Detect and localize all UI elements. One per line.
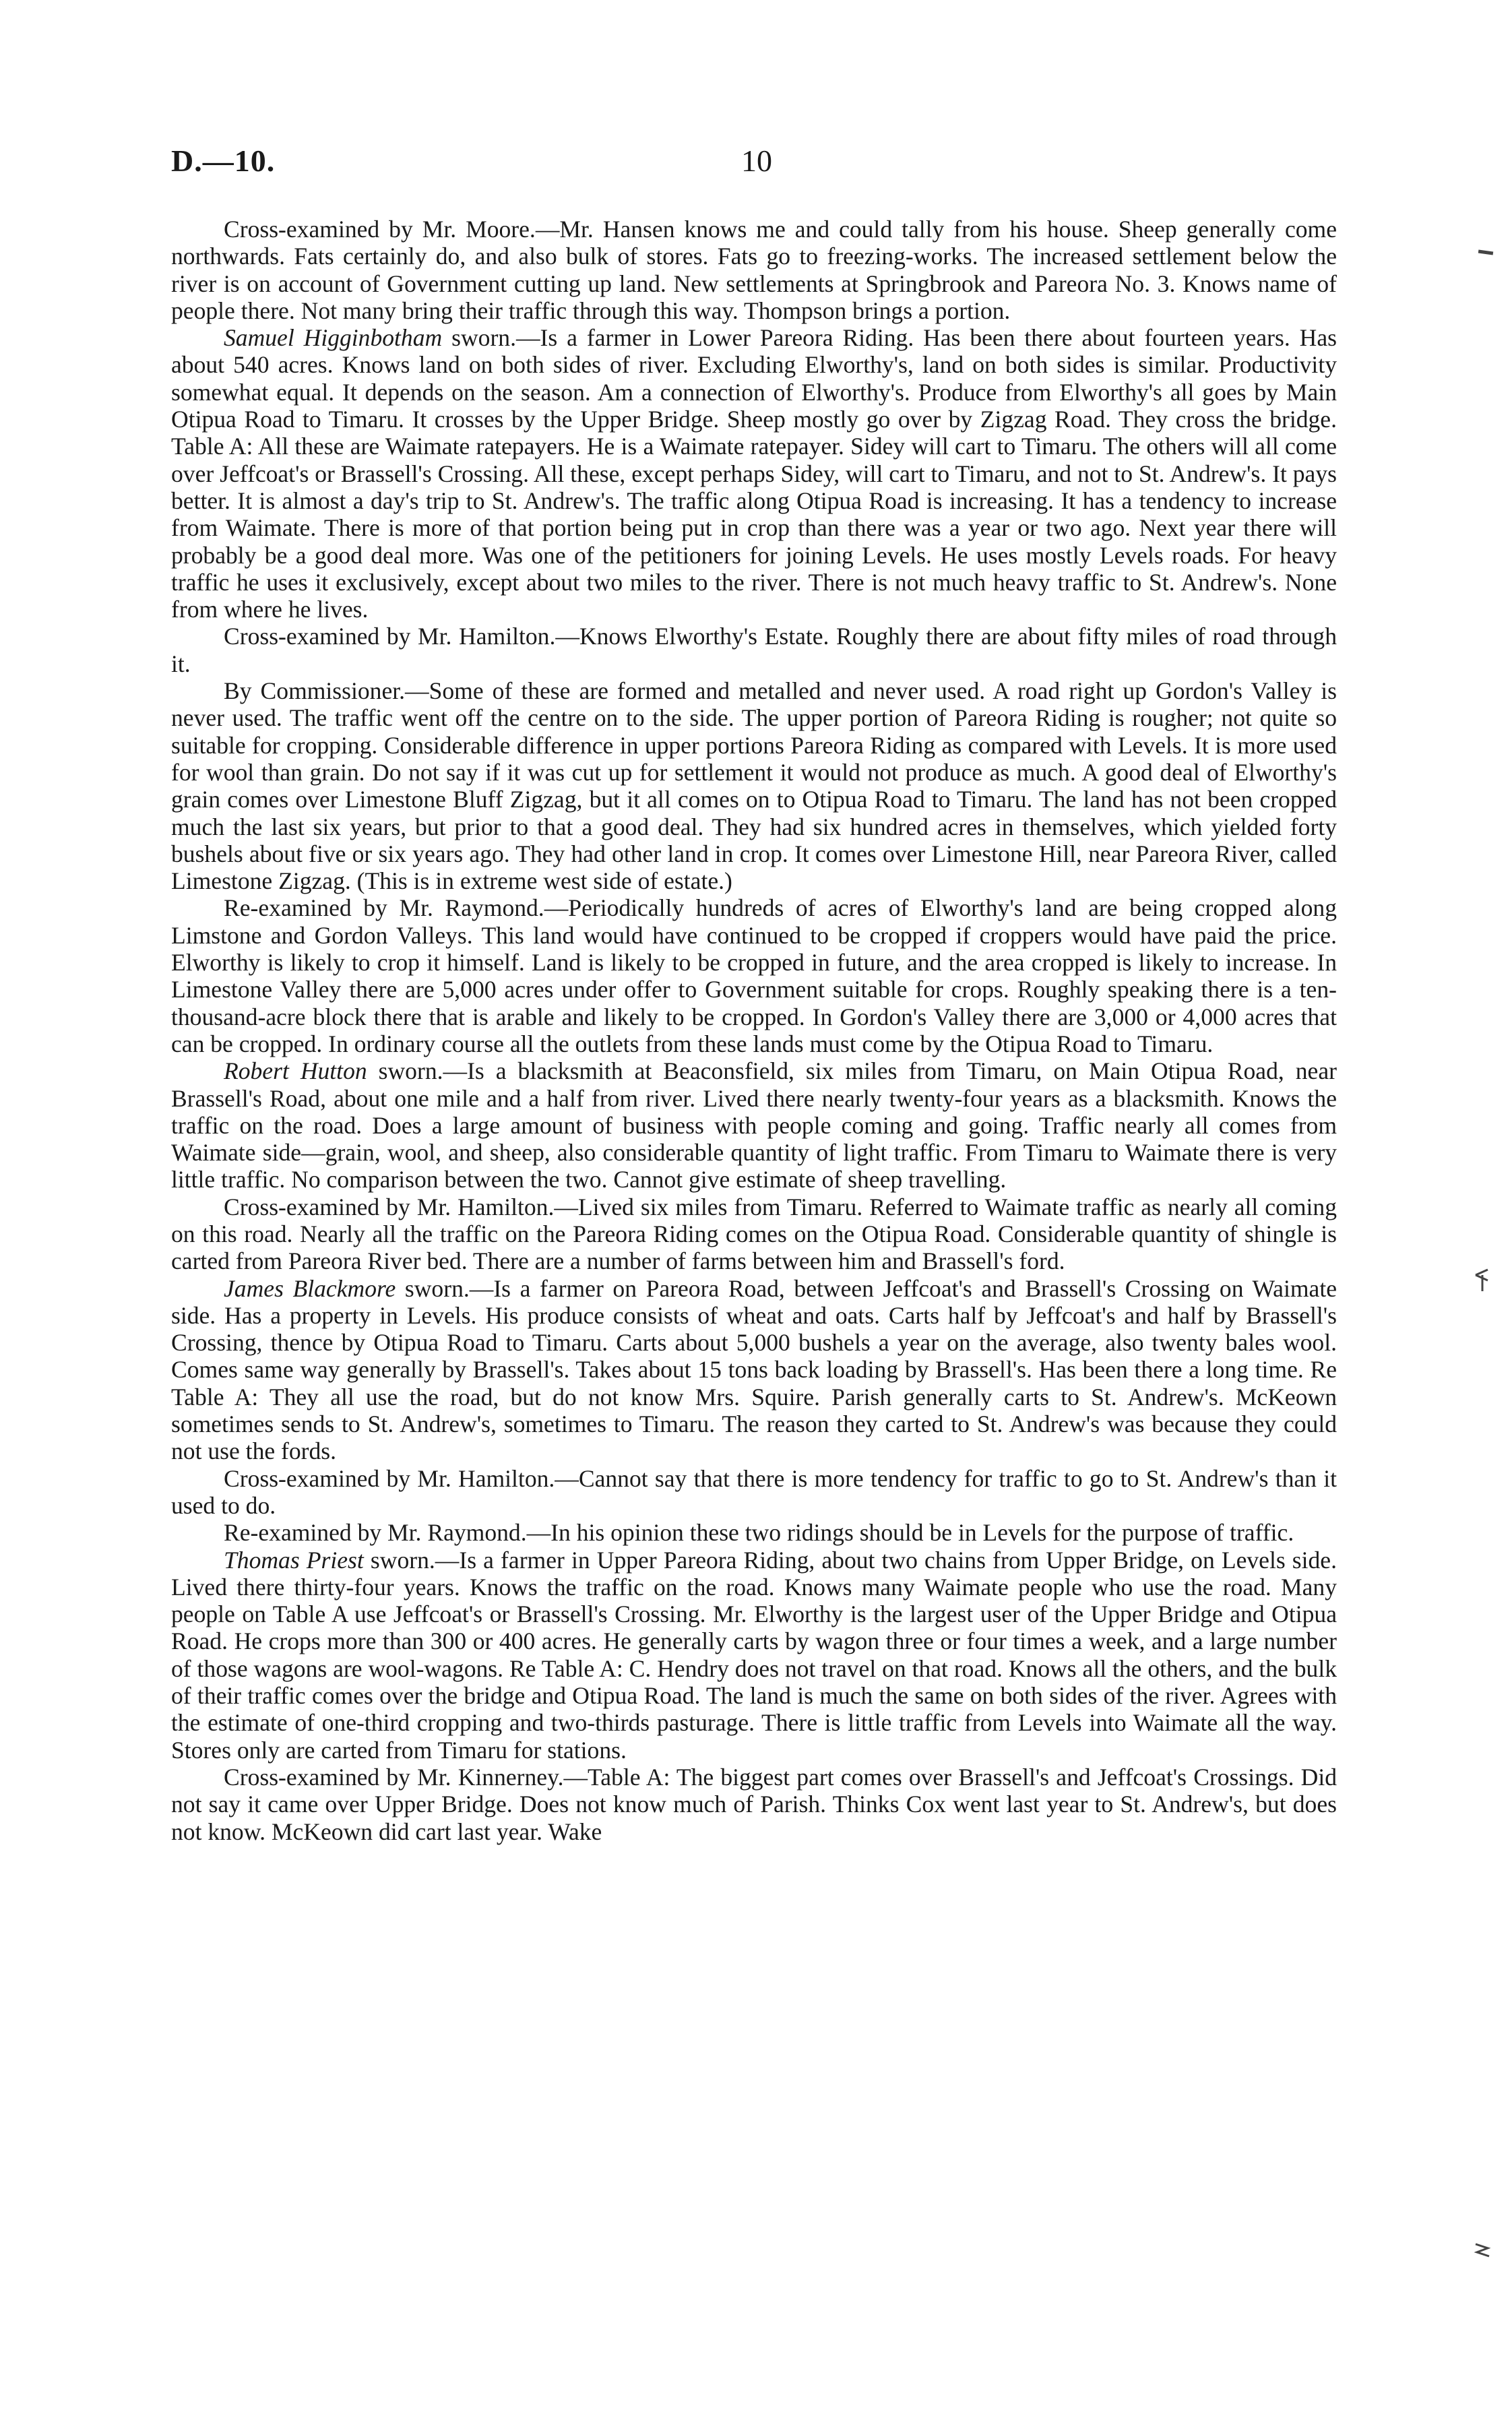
paragraph-text: sworn.—Is a farmer in Lower Pareora Riding. Has been there about fourteen years. Has about 540 acres. Knows land on both sides of river. Excluding Elworthy's, land on both sides is similar. Productivity somewhat equal. It depends on the season. Am a connection of Elworthy's. Produce from Elworthy's all goes by Main Otipua Road to Timaru. It crosses by the Upper Bridge. Sheep mostly go over by Zigzag Road. They cross the bridge. Table A: All these are Waimate ratepayers. He is a Waimate ratepayer. Sidey will cart to Timaru. The others will all come over Jeffcoat's or Brassell's Crossing. All these, except perhaps Sidey, will cart to Timaru, and not to St. Andrew's. It pays better. It is almost a day's trip to St. Andrew's. The traffic along Otipua Road is increasing. It has a tendency to increase from Waimate. There is more of that portion being put in crop than there was a year or two ago. Next year there will probably be a good deal more. Was one of the petitioners for joining Levels. He uses mostly Levels roads. For heavy traffic he uses it exclusively, except about two miles to the river. There is not much heavy traffic to St. Andrew's. None from where he lives. (171, 324, 1337, 623)
paragraph-higginbotham (171, 324, 1337, 623)
witness-name: Robert Hutton (224, 1057, 367, 1085)
paragraph-hamilton-cross-3 (171, 1465, 1337, 1520)
paragraph-priest (171, 1547, 1337, 1764)
paragraph-text: sworn.—Is a blacksmith at Beaconsfield, six miles from Timaru, on Main Otipua Road, near Brassell's Road, about one mile and a half from river. Lived there nearly twenty-four years as a blacksmith. Knows the traffic on the road. Does a large amount of business with people coming and going. Traffic nearly all comes from Waimate side—grain, wool, and sheep, also considerable quantity of light traffic. From Timaru to Waimate there is very little traffic. No comparison between the two. Cannot give estimate of sheep travelling. (171, 1057, 1337, 1193)
paragraph-text: Cross-examined by Mr. Hamilton.—Lived six miles from Timaru. Referred to Waimate traffic as nearly all coming on this road. Nearly all the traffic on the Pareora Riding comes on the Otipua Road. Considerable quantity of shingle is carted from Pareora River bed. There are a number of farms between him and Brassell's ford. (171, 1193, 1337, 1275)
paragraph-text: sworn.—Is a farmer on Pareora Road, between Jeffcoat's and Brassell's Crossing on Waimate side. Has a property in Levels. His produce consists of wheat and oats. Carts half by Jeffcoat's and half by Brassell's Crossing, thence by Otipua Road to Timaru. Carts about 5,000 bushels a year on the average, also twenty bales wool. Comes same way generally by Brassell's. Takes about 15 tons back loading by Brassell's. Has been there a long time. Re Table A: They all use the road, but do not know Mrs. Squire. Parish generally carts to St. Andrew's. McKeown sometimes sends to St. Andrew's, sometimes to Timaru. The reason they carted to St. Andrew's was because they could not use the fords. (171, 1274, 1337, 1465)
paragraph-hutton (171, 1057, 1337, 1193)
paragraph-commissioner (171, 677, 1337, 894)
witness-name: Thomas Priest (224, 1546, 364, 1574)
paragraph-text: By Commissioner.—Some of these are formed and metalled and never used. A road right up Gordon's Valley is never used. The traffic went off the centre on to the side. The upper portion of Pareora Riding is rougher; not quite so suitable for cropping. Considerable difference in upper portions Pareora Riding as compared with Levels. It is more used for wool than grain. Do not say if it was cut up for settlement it would not produce as much. A good deal of Elworthy's grain comes over Limestone Bluff Zigzag, but it all comes on to Otipua Road to Timaru. The land has not been cropped much the last six years, but prior to that a good deal. They had six hundred acres in themselves, which yielded forty bushels about five or six years ago. They had other land in crop. It comes over Limestone Hill, near Pareora River, called Limestone Zigzag. (This is in extreme west side of estate.) (171, 677, 1337, 895)
paragraph-hamilton-cross-1 (171, 623, 1337, 677)
margin-mark-arrow (1473, 1267, 1490, 1294)
paragraph-text: Cross-examined by Mr. Moore.—Mr. Hansen knows me and could tally from his house. Sheep generally come northwards. Fats certainly do, and also bulk of stores. Fats go to freezing-works. The increased settlement below the river is on account of Government cutting up land. New settlements at Springbrook and Pareora No. 3. Knows name of people there. Not many bring their traffic through this way. Thompson brings a portion. (171, 216, 1337, 324)
paragraph-text: sworn.—Is a farmer in Upper Pareora Riding, about two chains from Upper Bridge, on Levels side. Lived there thirty-four years. Knows the traffic on the road. Knows many Waimate people who use the road. Many people on Table A use Jeffcoat's or Brassell's Crossing. Mr. Elworthy is the largest user of the Upper Bridge and Otipua Road. He crops more than 300 or 400 acres. He generally carts by wagon three or four times a week, and a large number of those wagons are wool-wagons. Re Table A: C. Hendry does not travel on that road. Knows all the others, and the bulk of their traffic comes over the bridge and Otipua Road. The land is much the same on both sides of the river. Agrees with the estimate of one-third cropping and two-thirds pasturage. There is little traffic from Levels into Waimate all the way. Stores only are carted from Timaru for stations. (171, 1546, 1337, 1764)
paragraph-text: Cross-examined by Mr. Kinnerney.—Table A: The biggest part comes over Brassell's and Jeffcoat's Crossings. Did not say it came over Upper Bridge. Does not know much of Parish. Thinks Cox went last year to St. Andrew's, but does not know. McKeown did cart last year. Wake (171, 1763, 1337, 1845)
paragraph-blackmore (171, 1275, 1337, 1465)
paragraph-moore-cross (171, 216, 1337, 324)
margin-mark-scribble (1473, 2240, 1493, 2260)
paragraph-hamilton-cross-2 (171, 1193, 1337, 1275)
body-text (171, 216, 1337, 1845)
document-reference: D.—10. (171, 144, 276, 178)
margin-mark-dash (1478, 249, 1493, 255)
paragraph-kinnerney-cross (171, 1764, 1337, 1845)
page-header (171, 143, 1337, 190)
paragraph-text: Re-examined by Mr. Raymond.—In his opinion these two ridings should be in Levels for the purpose of traffic. (224, 1519, 1294, 1547)
witness-name: Samuel Higginbotham (224, 324, 443, 352)
paragraph-text: Re-examined by Mr. Raymond.—Periodically hundreds of acres of Elworthy's land are being cropped along Limstone and Gordon Valleys. This land would have continued to be cropped if croppers would have paid the price. Elworthy is likely to crop it himself. Land is likely to be cropped in future, and the area cropped is likely to increase. In Limestone Valley there are 5,000 acres under offer to Government suitable for crops. Roughly speaking there is a ten-thousand-acre block there that is arable and likely to be cropped. In Gordon's Valley there are 3,000 or 4,000 acres that can be cropped. In ordinary course all the outlets from these lands must come by the Otipua Road to Timaru. (171, 894, 1337, 1057)
witness-name: James Blackmore (224, 1274, 396, 1302)
paragraph-text: Cross-examined by Mr. Hamilton.—Cannot say that there is more tendency for traffic to go to St. Andrew's than it used to do. (171, 1464, 1337, 1519)
paragraph-raymond-reexam-1 (171, 894, 1337, 1057)
paragraph-text: Cross-examined by Mr. Hamilton.—Knows Elworthy's Estate. Roughly there are about fifty miles of road through it. (171, 623, 1337, 677)
paragraph-raymond-reexam-2 (171, 1519, 1337, 1546)
page-number: 10 (741, 144, 772, 178)
